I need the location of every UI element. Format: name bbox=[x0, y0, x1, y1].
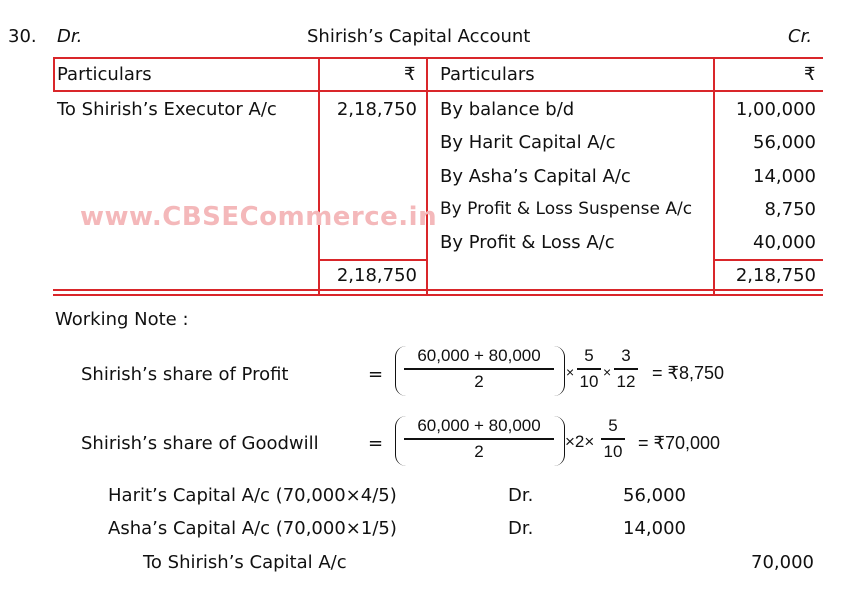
goodwill-denominator: 2 bbox=[474, 441, 484, 461]
profit-fraction-2 bbox=[577, 346, 601, 392]
debit-total-top-rule bbox=[318, 259, 428, 261]
fraction-numerator: 5 bbox=[584, 346, 594, 365]
credit-entry-particulars: By balance b/d bbox=[440, 99, 575, 120]
credit-entry-amount: 14,000 bbox=[753, 166, 816, 187]
right-paren bbox=[554, 416, 565, 466]
credit-entry-particulars: By Profit & Loss Suspense A/c bbox=[440, 199, 693, 219]
question-number: 30. bbox=[8, 26, 37, 47]
credit-label: Cr. bbox=[788, 26, 813, 47]
fraction-bar bbox=[577, 368, 601, 370]
fraction-denominator: 12 bbox=[616, 371, 636, 391]
credit-entry-particulars: By Profit & Loss A/c bbox=[440, 232, 615, 253]
left-edge-rule bbox=[53, 57, 55, 92]
credit-entry-amount: 56,000 bbox=[753, 132, 816, 153]
debit-entry-amount: 2,18,750 bbox=[336, 99, 417, 120]
journal-credit-amount: 70,000 bbox=[751, 552, 814, 573]
fraction-denominator: 10 bbox=[579, 371, 599, 391]
profit-share-label: Shirish’s share of Profit bbox=[81, 364, 289, 385]
journal-credit-account: To Shirish’s Capital A/c bbox=[143, 552, 347, 573]
goodwill-share-result: = ₹70,000 bbox=[638, 433, 721, 453]
header-bottom-rule bbox=[53, 90, 823, 92]
goodwill-numerator: 60,000 + 80,000 bbox=[417, 416, 541, 435]
goodwill-multiplier: ×2× bbox=[565, 432, 595, 451]
fraction-denominator: 10 bbox=[603, 441, 623, 461]
total-rule-2 bbox=[53, 294, 823, 296]
journal-dr-label: Dr. bbox=[508, 518, 534, 539]
credit-total: 2,18,750 bbox=[735, 265, 816, 286]
right-paren bbox=[554, 346, 565, 396]
journal-dr-label: Dr. bbox=[508, 485, 534, 506]
fraction-bar bbox=[614, 368, 638, 370]
times-sign: × bbox=[603, 364, 612, 380]
profit-share-result: = ₹8,750 bbox=[652, 363, 725, 383]
journal-debit-account: Harit’s Capital A/c (70,000×4/5) bbox=[108, 485, 397, 506]
profit-fraction-3 bbox=[614, 346, 638, 392]
journal-debit-account: Asha’s Capital A/c (70,000×1/5) bbox=[108, 518, 397, 539]
fraction-bar bbox=[404, 438, 554, 440]
debit-total: 2,18,750 bbox=[336, 265, 417, 286]
credit-entry-amount: 1,00,000 bbox=[735, 99, 816, 120]
goodwill-fraction-2 bbox=[601, 416, 625, 462]
journal-debit-amount: 56,000 bbox=[623, 485, 686, 506]
credit-entry-amount: 8,750 bbox=[764, 199, 816, 220]
times-sign: × bbox=[566, 364, 575, 380]
journal-debit-amount: 14,000 bbox=[623, 518, 686, 539]
credit-total-top-rule bbox=[713, 259, 823, 261]
credit-entry-particulars: By Asha’s Capital A/c bbox=[440, 166, 631, 187]
debit-entry-particulars: To Shirish’s Executor A/c bbox=[57, 99, 277, 120]
watermark: www.CBSECommerce.in bbox=[80, 202, 438, 232]
debit-label: Dr. bbox=[57, 26, 83, 47]
fraction-numerator: 5 bbox=[608, 416, 618, 435]
profit-fraction bbox=[404, 346, 554, 392]
credit-entry-particulars: By Harit Capital A/c bbox=[440, 132, 616, 153]
col-rupee-debit: ₹ bbox=[404, 64, 416, 85]
table-top-rule bbox=[53, 57, 823, 59]
total-rule-1 bbox=[53, 289, 823, 291]
account-title: Shirish’s Capital Account bbox=[307, 26, 531, 47]
fraction-bar bbox=[601, 438, 625, 440]
credit-entry-amount: 40,000 bbox=[753, 232, 816, 253]
goodwill-share-label: Shirish’s share of Goodwill bbox=[81, 433, 319, 454]
col-particulars-credit: Particulars bbox=[440, 64, 535, 85]
goodwill-fraction bbox=[404, 416, 554, 462]
profit-denominator: 2 bbox=[474, 371, 484, 391]
goodwill-share-equals: = bbox=[368, 433, 384, 454]
fraction-numerator: 3 bbox=[621, 346, 631, 365]
profit-share-equals: = bbox=[368, 364, 384, 385]
working-note-heading: Working Note : bbox=[55, 309, 189, 330]
profit-numerator: 60,000 + 80,000 bbox=[417, 346, 541, 365]
col-rupee-credit: ₹ bbox=[804, 64, 816, 85]
col-particulars-debit: Particulars bbox=[57, 64, 152, 85]
fraction-bar bbox=[404, 368, 554, 370]
